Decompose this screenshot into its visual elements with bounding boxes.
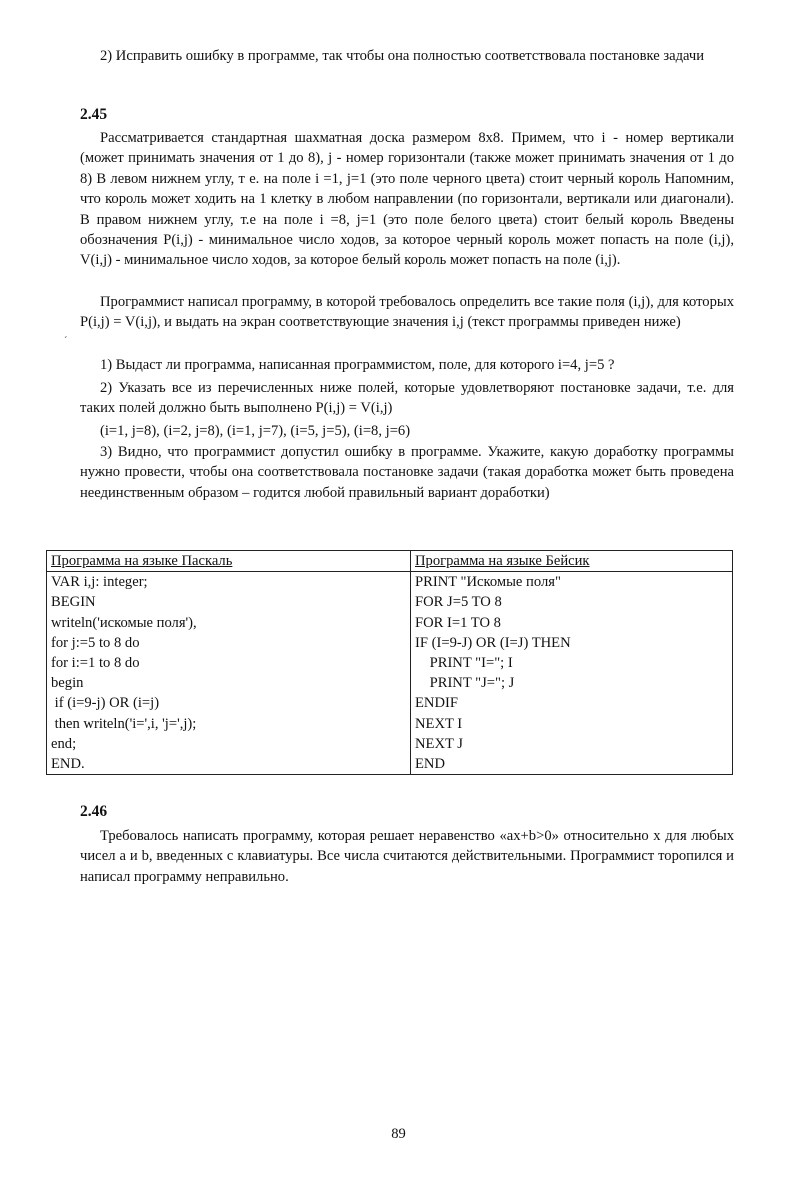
pascal-column-header: Программа на языке Паскаль: [47, 551, 411, 572]
pascal-line: writeln('искомые поля'),: [47, 613, 411, 633]
basic-line: NEXT J: [411, 734, 733, 754]
task-245-field-list: (i=1, j=8), (i=2, j=8), (i=1, j=7), (i=5, j=5), (i=8, j=6): [100, 423, 411, 439]
code-row: [47, 653, 733, 673]
basic-line: FOR J=5 TO 8: [411, 592, 733, 612]
pascal-line: VAR i,j: integer;: [47, 572, 411, 593]
scan-speck: ˊ: [64, 336, 68, 347]
code-comparison-table: [46, 550, 733, 775]
code-row: [47, 572, 733, 593]
code-row: [47, 693, 733, 713]
basic-column-header: Программа на языке Бейсик: [411, 551, 733, 572]
basic-line: ENDIF: [411, 693, 733, 713]
pascal-line: END.: [47, 754, 411, 775]
pascal-line: end;: [47, 734, 411, 754]
task-245-program-description: Программист написал программу, в которой требовалось определить все такие поля (i,j), для которых P(i,j) = V(i,j), и выдать на экран соответствующие значения i,j (текст программы приведен ниже): [80, 294, 734, 331]
code-row: [47, 673, 733, 693]
basic-line: END: [411, 754, 733, 775]
basic-line: PRINT "Искомые поля": [411, 572, 733, 593]
pascal-line: then writeln('i=',i, 'j=',j);: [47, 714, 411, 734]
pascal-line: begin: [47, 673, 411, 693]
code-row: [47, 592, 733, 612]
pascal-line: if (i=9-j) OR (i=j): [47, 693, 411, 713]
code-row: [47, 734, 733, 754]
code-row: [47, 613, 733, 633]
task-246-number: 2.46: [80, 803, 108, 820]
task-245-number: 2.45: [80, 106, 108, 123]
task-245-question-1: 1) Выдаст ли программа, написанная программистом, поле, для которого i=4, j=5 ?: [100, 357, 615, 373]
pascal-line: for j:=5 to 8 do: [47, 633, 411, 653]
code-row: [47, 754, 733, 775]
code-row: [47, 714, 733, 734]
basic-line: PRINT "J="; J: [411, 673, 733, 693]
task-246-text: Требовалось написать программу, которая решает неравенство «ax+b>0» относительно x для любых чисел a и b, введенных с клавиатуры. Все числа считаются действительными. Программист торопился и написал программу неправильно.: [80, 828, 734, 885]
basic-line: FOR I=1 TO 8: [411, 613, 733, 633]
task-245-intro: Рассматривается стандартная шахматная доска размером 8х8. Примем, что i - номер вертикали (может принимать значения от 1 до 8), j - номер горизонтали (также может принимать значения от 1 до 8) В левом нижнем углу, т е. на поле i =1, j=1 (это поле черного цвета) стоит черный король Напомним, что король может ходить на 1 клетку в любом направлении (по горизонтали, вертикали или диагонали). В правом нижнем углу, т.е на поле i =8, j=1 (это поле белого цвета) стоит белый король Введены обозначения P(i,j) - минимальное число ходов, за которое черный король может попасть на поле (i,j), V(i,j) - минимальное число ходов, за которое белый король может попасть на поле (i,j).: [80, 130, 734, 269]
previous-task-paragraph: 2) Исправить ошибку в программе, так чтобы она полностью соответствовала постановке задачи: [100, 48, 705, 64]
basic-line: IF (I=9-J) OR (I=J) THEN: [411, 633, 733, 653]
table-header-row: [47, 551, 733, 572]
code-row: [47, 633, 733, 653]
pascal-line: BEGIN: [47, 592, 411, 612]
page-number: 89: [391, 1126, 406, 1142]
task-245-question-2: 2) Указать все из перечисленных ниже полей, которые удовлетворяют постановке задачи, т.е. для таких полей должно быть выполнено P(i,j) = V(i,j): [80, 380, 734, 417]
pascal-line: for i:=1 to 8 do: [47, 653, 411, 673]
basic-line: PRINT "I="; I: [411, 653, 733, 673]
basic-line: NEXT I: [411, 714, 733, 734]
task-245-question-3: 3) Видно, что программист допустил ошибку в программе. Укажите, какую доработку программы нужно провести, чтобы она соответствовала постановке задачи (такая доработка может быть проведена неединственным образом – годится любой правильный вариант доработки): [80, 444, 734, 501]
